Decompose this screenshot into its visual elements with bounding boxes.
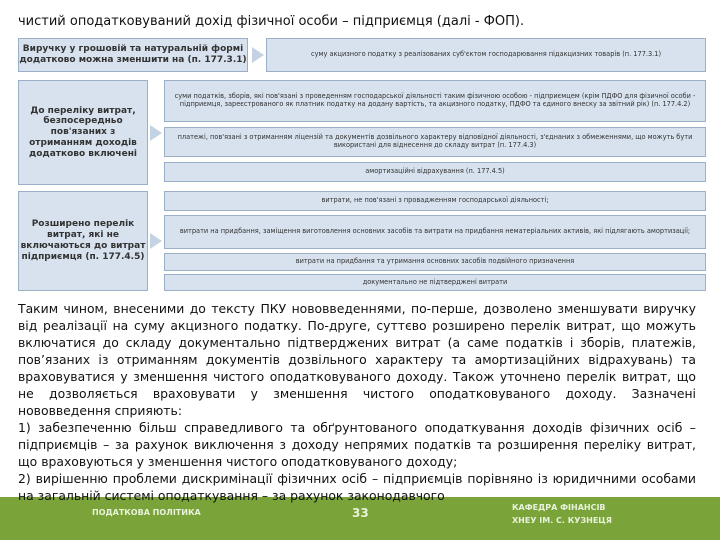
taxes-fees-box: [164, 80, 706, 122]
dual-use-assets-label: витрати на придбання та утримання основних засобів подвійного призначення: [295, 257, 575, 266]
body-paragraph: 1) забезпеченню більш справедливого та обґрунтованого оподаткування доходів фізичних осіб – підприємців – за рахунок виключення з доходу непрямих податків та розширення переліку витрат, що враховуються у зменшення чистого оподатковуваного доходу;: [18, 420, 696, 469]
page-title: чистий оподатковуваний дохід фізичної особи – підприємця (далі - ФОП).: [18, 14, 525, 29]
permit-payments-label: платежі, пов'язані з отриманням ліцензій та документів дозвільного характеру відповідної діяльності, з'єднаних з обмеженнями, що можуть бути використані для віднесення до складу витрат (п. 177.4.3): [177, 133, 693, 149]
footer-right-line1: КАФЕДРА ФІНАНСІВ: [512, 503, 606, 512]
excise-tax-box: [266, 38, 706, 72]
included-expenses-label: До переліку витрат, безпосередньо пов'язаних з отриманням доходів додатково включені: [28, 105, 138, 159]
undocumented-expenses-box: [164, 274, 706, 291]
arrow-right-icon: [150, 125, 162, 141]
depreciation-label: амортизаційні відрахування (п. 177.4.5): [365, 167, 505, 176]
depreciation-box: [164, 162, 706, 182]
revenue-reduction-label: Виручку у грошовій та натуральній формі додатково можна зменшити на (п. 177.3.1): [19, 44, 247, 65]
revenue-reduction-box: [18, 38, 248, 72]
body-paragraph: Таким чином, внесеними до тексту ПКУ нововведеннями, по-перше, дозволено зменшувати виручку від реалізації на суму акцизного податку. По-друге, суттєво розширено перелік витрат, що можуть включатися до складу документально підтверджених витрат (а саме податків і зборів, платежів, пов’язаних із отриманням документів дозвільного характеру та амортизаційних відрахувань) та враховуватися у зменшення чистого оподатковуваного доходу. Також уточнено перелік витрат, що не дозволяється враховувати у зменшення чистого оподатковуваного доходу. Зазначені нововведення сприяють:: [18, 301, 696, 418]
arrow-right-icon: [252, 47, 264, 63]
non-business-expenses-label: витрати, не пов'язані з провадженням господарської діяльності;: [321, 196, 549, 205]
footer-page-number: 33: [352, 506, 369, 520]
non-business-expenses-box: [164, 191, 706, 211]
excise-tax-label: суму акцизного податку з реалізованих суб'єктом господарювання підакцизних товарів (п. 177.3.1): [310, 50, 662, 59]
footer-left-label: ПОДАТКОВА ПОЛІТИКА: [92, 508, 201, 517]
taxes-fees-label: суми податків, зборів, які пов'язані з проведенням господарської діяльності таким фізичною особою - підприємцем (крім ПДФО для фізичної особи - підприємця, зареєстрованого як платник податку на додану вартість, та акцизного податку, ПДФО та єдиного внеску за звітний рік) (п. 177.4.2): [174, 92, 696, 108]
fixed-assets-expenses-label: витрати на придбання, заміщення виготовлення основних засобів та витрати на придбання нематеріальних активів, які підлягають амортизації;: [179, 227, 691, 236]
excluded-expenses-box: [18, 191, 148, 291]
permit-payments-box: [164, 127, 706, 157]
dual-use-assets-box: [164, 253, 706, 271]
excluded-expenses-label: Розширено перелік витрат, які не включаються до витрат підприємця (п. 177.4.5): [20, 219, 146, 262]
undocumented-expenses-label: документально не підтверджені витрати: [362, 277, 508, 286]
body-paragraph: 2) вирішенню проблеми дискримінації фізичних осіб – підприємців порівняно із юридичними особами на загальній системі оподаткування – за рахунок законодавчого: [18, 471, 696, 503]
arrow-right-icon: [150, 233, 162, 249]
fixed-assets-expenses-box: [164, 215, 706, 249]
included-expenses-box: [18, 80, 148, 185]
body-text: [18, 300, 696, 504]
footer-right-line2: ХНЕУ ІМ. С. КУЗНЕЦЯ: [512, 516, 612, 525]
